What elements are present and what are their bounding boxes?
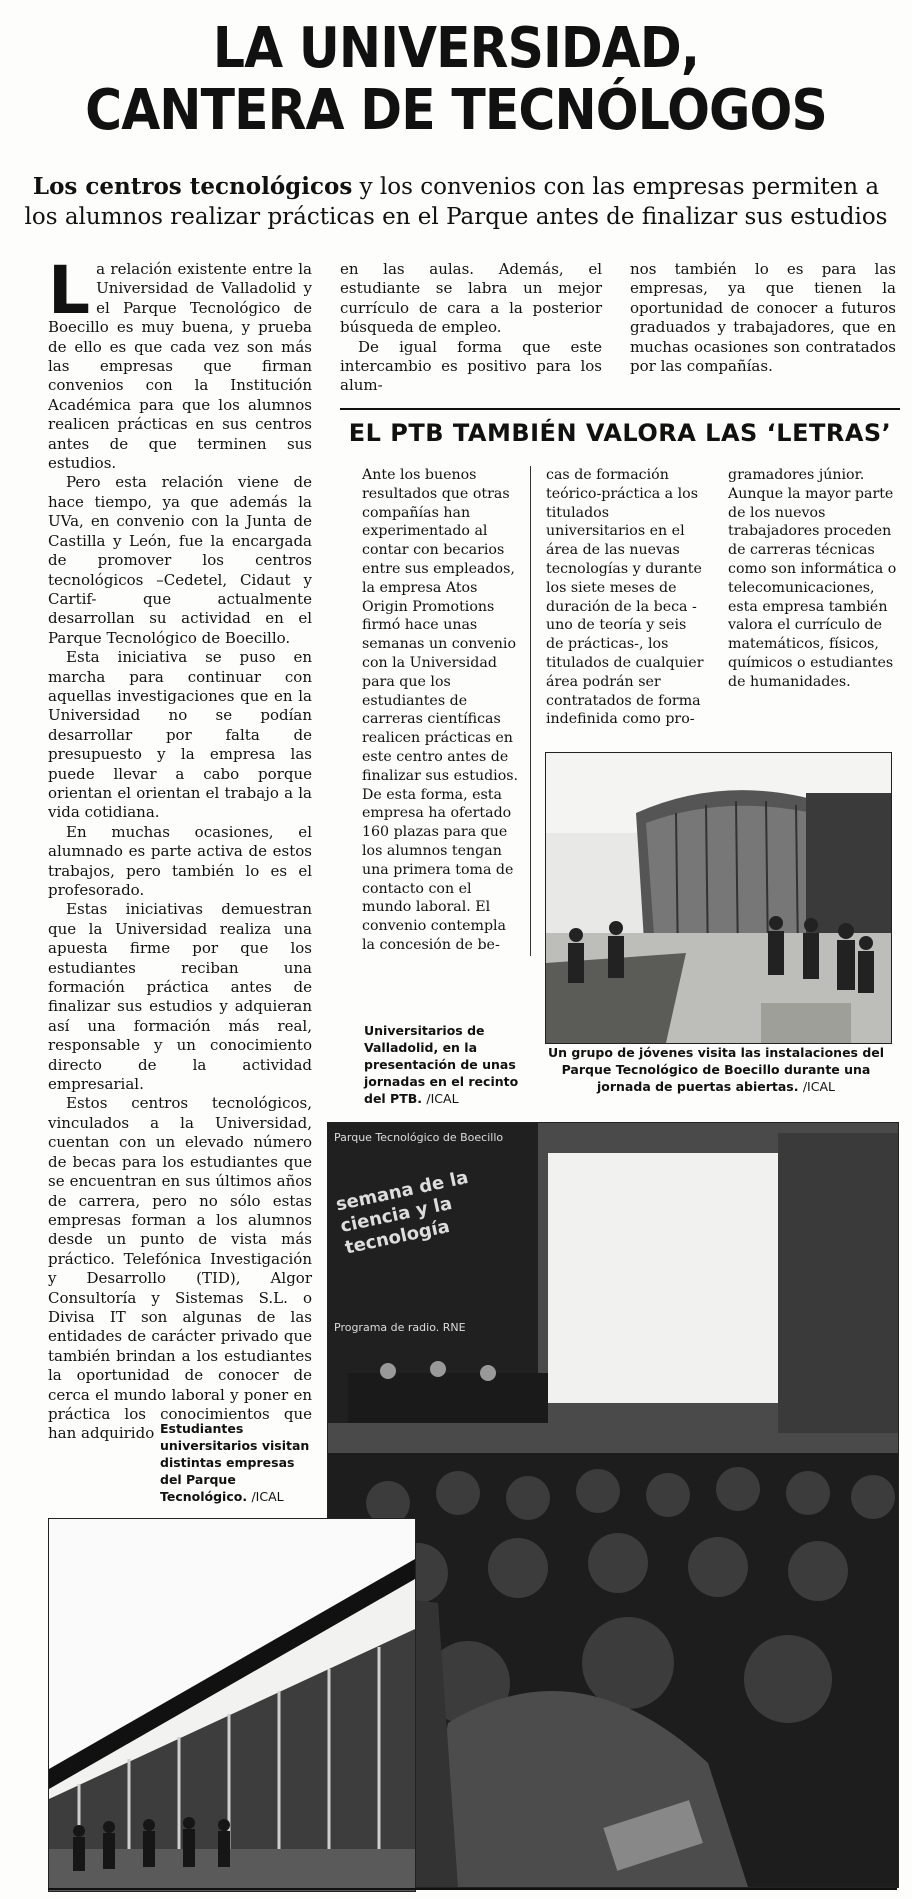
sidebar-title: EL PTB TAMBIÉN VALORA LAS ‘LETRAS’ xyxy=(340,408,900,454)
column-rule xyxy=(530,466,531,956)
drop-cap: L xyxy=(48,252,91,329)
article-column-1 xyxy=(48,252,312,1444)
article-paragraph: La relación existente entre la Universidad de Valladolid y el Parque Tecnológico de Boecillo es muy buena, y prueba de ello es que cada vez son más las empresas que firman convenios con la Institución Académica para que los alumnos realicen prácticas en sus centros antes de que terminen sus estudios. xyxy=(48,252,312,473)
article-paragraph: en las aulas. Además, el estudiante se labra un mejor currículo de cara a la posterior búsqueda de empleo. xyxy=(340,260,602,337)
caption-building-visit: Un grupo de jóvenes visita las instalaciones del Parque Tecnológico de Boecillo durante una jornada de puertas abiertas. /ICAL xyxy=(547,1045,885,1094)
article-paragraph: nos también lo es para las empresas, ya que tienen la oportunidad de conocer a futuros graduados y trabajadores, que en muchas ocasiones son contratados por las compañías. xyxy=(630,260,896,376)
article-column-3 xyxy=(630,260,896,376)
sidebar-column-2: cas de formación teórico-práctica a los titulados universitarios en el área de las nuevas tecnologías y durante los siete meses de duración de la beca -uno de teoría y seis de prácticas-, los titulados de cualquier área podrán ser contratados de forma indefinida como pro- xyxy=(546,467,704,728)
photo-building-visit xyxy=(545,752,892,1044)
article-column-2 xyxy=(340,260,602,396)
headline xyxy=(46,18,867,142)
deck-rest: y los convenios con las empresas permiten a xyxy=(352,174,880,200)
article-paragraph: De igual forma que este intercambio es positivo para los alum- xyxy=(340,337,602,395)
article-paragraph: Estos centros tecnológicos, vinculados a la Universidad, cuentan con un elevado número de becas para los estudiantes que se encuentran en sus últimos años de carrera, pero no sólo estas empresas forman a los alumnos desde un punto de vista más práctico. Telefónica Investigación y Desarrollo (TID), Algor Consultoría y Sistemas S.L. o Divisa IT son algunas de las entidades de carácter privado que también brindan a los estudiantes la oportunidad de conocer de cerca el mundo laboral y poner en práctica los conocimientos que han adquirido xyxy=(48,1094,312,1443)
deck-bold: Los centros tecnológicos xyxy=(32,173,353,200)
photo-credit: /ICAL xyxy=(802,1079,835,1094)
headline-line-2: CANTERA DE TECNÓLOGOS xyxy=(85,78,827,143)
headline-line-1: LA UNIVERSIDAD, xyxy=(212,16,700,81)
sidebar-column-1: Ante los buenos resultados que otras compañías han experimentado al contar con becarios entre sus empleados, la empresa Atos Origin Promotions firmó hace unas semanas un convenio con la Universidad para que los estudiantes de carreras científicas realicen prácticas en este centro antes de finalizar sus estudios. De esta forma, esta empresa ha ofertado 160 plazas para que los alumnos tengan una primera toma de contacto con el mundo laboral. El convenio contempla la concesión de be- xyxy=(362,467,519,953)
deck-line-2: los alumnos realizar prácticas en el Parque antes de finalizar sus estudios xyxy=(24,204,888,230)
caption-presentation: Universitarios de Valladolid, en la presentación de unas jornadas en el recinto del PTB. /ICAL xyxy=(364,1023,519,1106)
photo-credit: /ICAL xyxy=(251,1489,284,1504)
article-paragraph: Pero esta relación viene de hace tiempo, ya que además la UVa, en convenio con la Junta de Castilla y León, fue la encargada de promover los centros tecnológicos –Cedetel, Cidaut y Cartif- que actualmente desarrollan su actividad en el Parque Tecnológico de Boecillo. xyxy=(48,473,312,647)
photo-companies xyxy=(48,1518,416,1892)
article-paragraph: Estas iniciativas demuestran que la Universidad realiza una apuesta firme por que los estudiantes reciban una formación práctica antes de finalizar sus estudios y adquieran así una formación más real, responsable y un conocimiento directo de la actividad empresarial. xyxy=(48,900,312,1094)
sidebar-column-3: gramadores júnior. Aunque la mayor parte de los nuevos trabajadores proceden de carreras técnicas como son informática o telecomunicaciones, esta empresa también valora el currículo de matemáticos, físicos, químicos o estudiantes de humanidades. xyxy=(728,467,897,690)
article-paragraph: En muchas ocasiones, el alumnado es parte activa de estos trabajos, pero también lo es el profesorado. xyxy=(48,822,312,899)
caption-companies: Estudiantes universitarios visitan distintas empresas del Parque Tecnológico. /ICAL xyxy=(160,1421,310,1504)
deck-subtitle xyxy=(10,172,902,232)
photo-credit: /ICAL xyxy=(426,1091,459,1106)
screen-text: Parque Tecnológico de Boecillo semana de la ciencia y la tecnología Programa de radio. RNE xyxy=(334,1131,504,1334)
article-paragraph: Esta iniciativa se puso en marcha para continuar con aquellas investigaciones que en la Universidad no se podían desarrollar por falta de presupuesto y la empresa las puede llevar a cabo porque orientan el orientan el trabajo a la vida cotidiana. xyxy=(48,648,312,822)
bottom-border xyxy=(48,1888,897,1890)
